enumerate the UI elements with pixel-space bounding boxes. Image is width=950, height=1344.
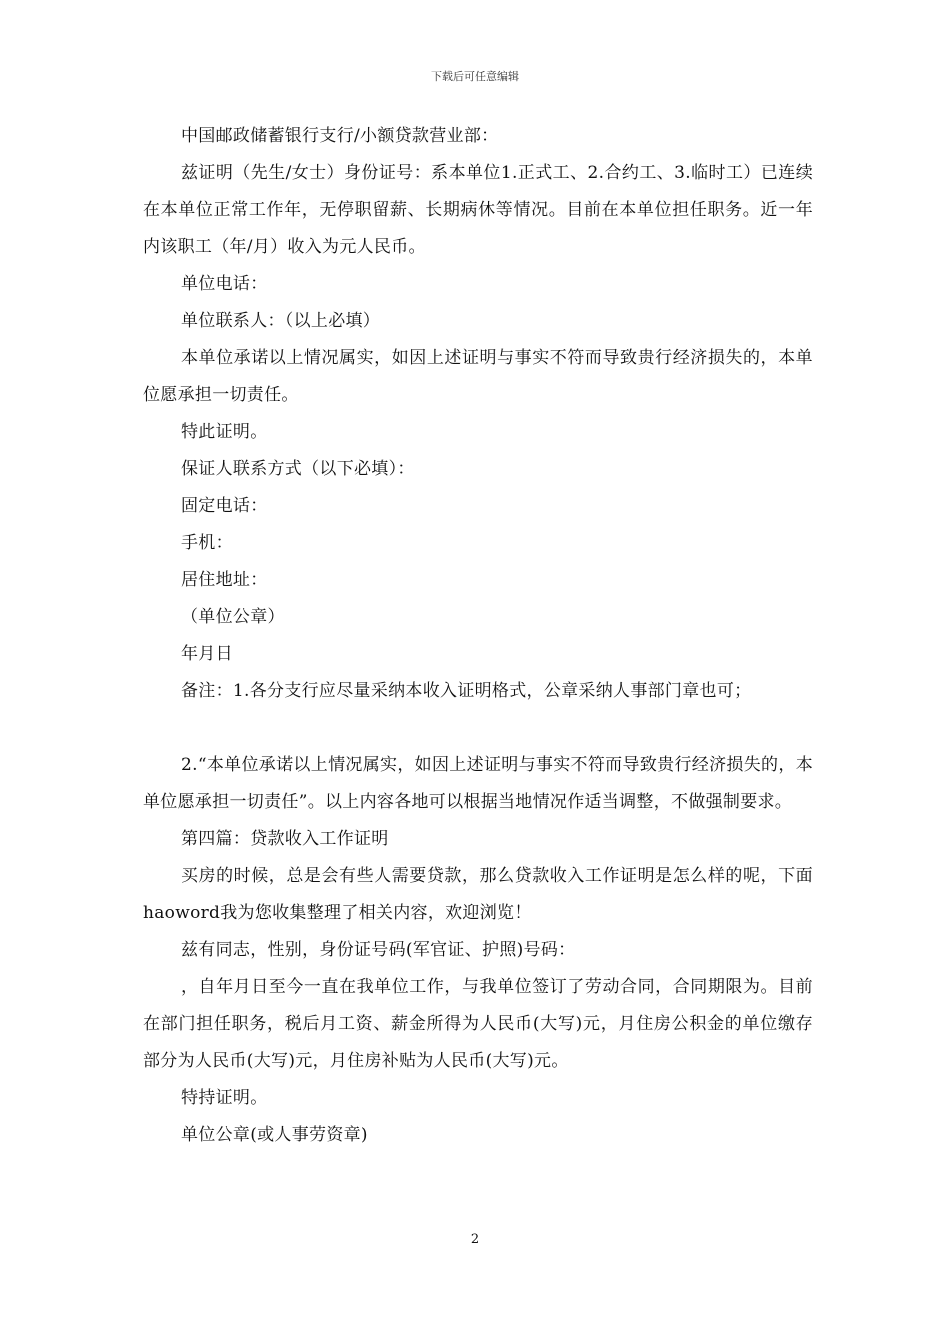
- paragraph-unit-seal: （单位公章）: [181, 607, 285, 627]
- paragraph-section-title: 第四篇：贷款收入工作证明: [181, 829, 389, 849]
- paragraph-landline: 固定电话：: [181, 496, 268, 516]
- paragraph-hereby-certify: 特此证明。: [181, 422, 268, 442]
- document-body: [143, 118, 813, 1154]
- page-number: 2: [470, 1232, 480, 1247]
- paragraph-certify: 特持证明。: [181, 1088, 268, 1108]
- paragraph-seal-note: 单位公章(或人事劳资章): [181, 1125, 368, 1145]
- paragraph-employee-id: 兹有同志，性别，身份证号码(军官证、护照)号码：: [181, 940, 576, 960]
- paragraph-guarantor-contact: 保证人联系方式（以下必填）：: [181, 459, 415, 479]
- paragraph-gap: [143, 710, 813, 747]
- paragraph-addressee: 中国邮政储蓄银行支行/小额贷款营业部：: [181, 126, 499, 146]
- paragraph-remark-1: 备注：1.各分支行应尽量采纳本收入证明格式，公章采纳人事部门章也可；: [181, 681, 752, 701]
- paragraph-employment-details: ，自年月日至今一直在我单位工作，与我单位签订了劳动合同，合同期限为。目前在部门担任职务，税后月工资、薪金所得为人民币(大写)元，月住房公积金的单位缴存部分为人民币(大写)元，月住房补贴为人民币(大写)元。: [143, 977, 813, 1071]
- paragraph-address: 居住地址：: [181, 570, 268, 590]
- paragraph-unit-phone: 单位电话：: [181, 274, 268, 294]
- page-header: 下载后可任意编辑: [431, 70, 519, 83]
- paragraph-commitment: 本单位承诺以上情况属实，如因上述证明与事实不符而导致贵行经济损失的，本单位愿承担一切责任。: [143, 348, 813, 405]
- paragraph-intro: 买房的时候，总是会有些人需要贷款，那么贷款收入工作证明是怎么样的呢，下面haoword我为您收集整理了相关内容，欢迎浏览！: [143, 866, 813, 923]
- paragraph-unit-contact: 单位联系人：（以上必填）: [181, 311, 381, 331]
- paragraph-certification: 兹证明（先生/女士）身份证号：系本单位1.正式工、2.合约工、3.临时工）已连续在本单位正常工作年，无停职留薪、长期病休等情况。目前在本单位担任职务。近一年内该职工（年/月）收入为元人民币。: [143, 163, 813, 257]
- paragraph-remark-2: 2.“本单位承诺以上情况属实，如因上述证明与事实不符而导致贵行经济损失的，本单位愿承担一切责任”。以上内容各地可以根据当地情况作适当调整，不做强制要求。: [143, 755, 813, 812]
- paragraph-date: 年月日: [181, 644, 233, 664]
- paragraph-mobile: 手机：: [181, 533, 233, 553]
